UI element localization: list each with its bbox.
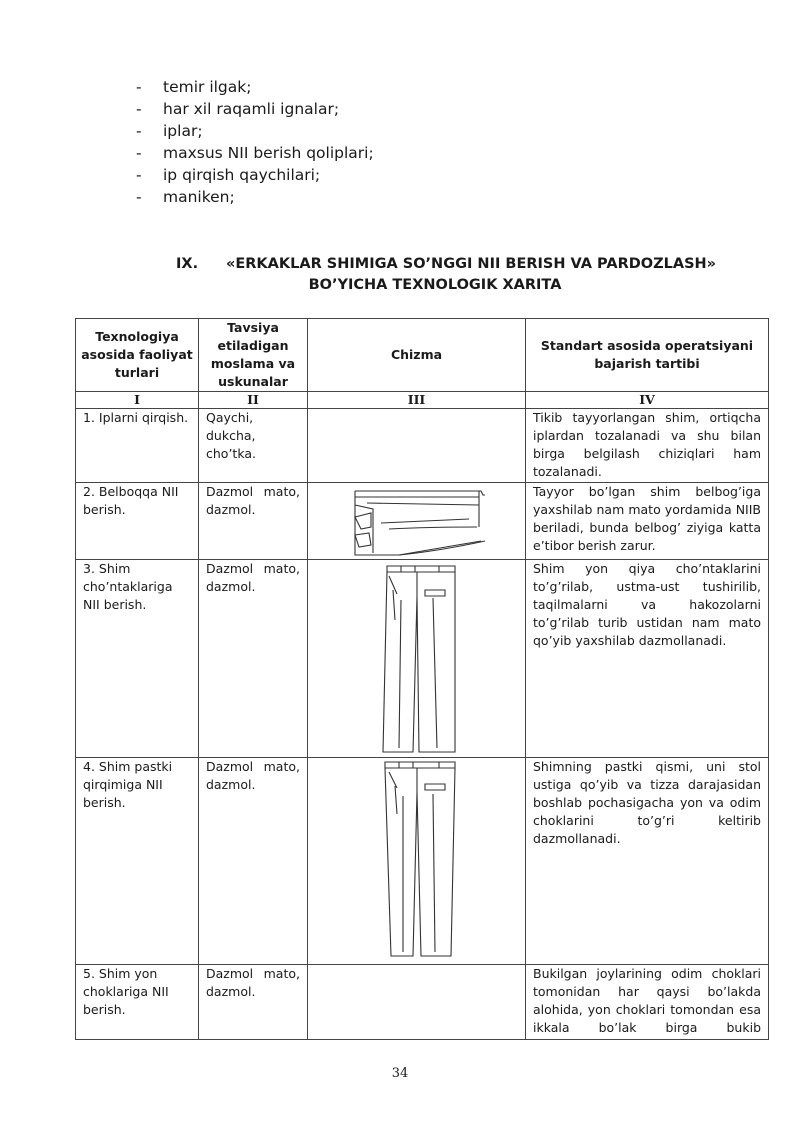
list-item: - iplar; xyxy=(136,122,203,140)
activity-cell: 2. Belboqqa NII berish. xyxy=(76,483,199,560)
procedure-cell: Bukilgan joylarining odim choklari tomonidan har qaysi bo’lakda alohida, yon choklari tomondan esa ikkala bo’lak birga bukib xyxy=(526,965,769,1040)
list-item: - maxsus NII berish qoliplari; xyxy=(136,144,374,162)
table-row xyxy=(76,409,769,483)
table-row xyxy=(76,483,769,560)
header-activity: Texnologiya asosida faoliyat turlari xyxy=(76,319,199,392)
table-header-row xyxy=(76,319,769,392)
column-number: IV xyxy=(526,392,769,409)
column-number: II xyxy=(199,392,308,409)
table-row xyxy=(76,965,769,1040)
tools-cell: Dazmol mato, dazmol. xyxy=(199,758,308,965)
table-row xyxy=(76,560,769,758)
list-item: - ip qirqish qaychilari; xyxy=(136,166,321,184)
activity-cell: 3. Shim cho’ntaklariga NII berish. xyxy=(76,560,199,758)
section-number: IX. xyxy=(176,256,199,272)
folded-trousers-waistband-icon xyxy=(309,483,525,559)
section-title-line1: «ERKAKLAR SHIMIGA SO’NGGI NII BERISH VA PARDOZLASH» xyxy=(226,256,717,272)
procedure-cell: Tayyor bo’lgan shim belbog’iga yaxshilab nam mato yordamida NIIB beriladi, bunda belbog’ ziyiga katta e’tibor berish zarur. xyxy=(526,483,769,560)
page-number: 34 xyxy=(391,1066,409,1081)
section-title-line2: BO’YICHA TEXNOLOGIK XARITA xyxy=(308,277,562,293)
header-drawing: Chizma xyxy=(308,319,526,392)
drawing-cell xyxy=(308,758,526,965)
table-row xyxy=(76,758,769,965)
technology-map-table xyxy=(75,318,769,1040)
column-number-row xyxy=(76,392,769,409)
activity-cell: 4. Shim pastki qirqimiga NII berish. xyxy=(76,758,199,965)
procedure-cell: Shimning pastki qismi, uni stol ustiga qo’yib va tizza darajasidan boshlab pochasigacha yon va odim choklarini to’g’ri keltirib dazmollanadi. xyxy=(526,758,769,965)
header-procedure: Standart asosida operatsiyani bajarish tartibi xyxy=(526,319,769,392)
tools-cell: Dazmol mato, dazmol. xyxy=(199,483,308,560)
tools-cell: Dazmol mato, dazmol. xyxy=(199,965,308,1040)
list-item: - har xil raqamli ignalar; xyxy=(136,100,340,118)
procedure-cell: Shim yon qiya cho’ntaklarini to’g’rilab, ustma-ust tushirilib, taqilmalarni va hakozolarni to’g’rilab turib ustidan nam mato qo’yib yaxshilab dazmollanadi. xyxy=(526,560,769,758)
activity-cell: 5. Shim yon choklariga NII berish. xyxy=(76,965,199,1040)
trousers-front-icon xyxy=(309,758,525,962)
list-item: - maniken; xyxy=(136,188,235,206)
column-number: III xyxy=(308,392,526,409)
list-item: - temir ilgak; xyxy=(136,78,252,96)
drawing-cell xyxy=(308,483,526,560)
tools-cell: Dazmol mato, dazmol. xyxy=(199,560,308,758)
drawing-cell xyxy=(308,560,526,758)
procedure-cell: Tikib tayyorlangan shim, ortiqcha iplardan tozalanadi va shu bilan birga belgilash chiziqlari ham tozalanadi. xyxy=(526,409,769,483)
header-tools: Tavsiya etiladigan moslama va uskunalar xyxy=(199,319,308,392)
column-number: I xyxy=(76,392,199,409)
tools-list xyxy=(136,76,374,208)
activity-cell: 1. Iplarni qirqish. xyxy=(76,409,199,483)
trousers-front-icon xyxy=(309,560,525,756)
drawing-cell xyxy=(308,965,526,1040)
tools-cell: Qaychi, dukcha, cho’tka. xyxy=(199,409,308,483)
drawing-cell xyxy=(308,409,526,483)
